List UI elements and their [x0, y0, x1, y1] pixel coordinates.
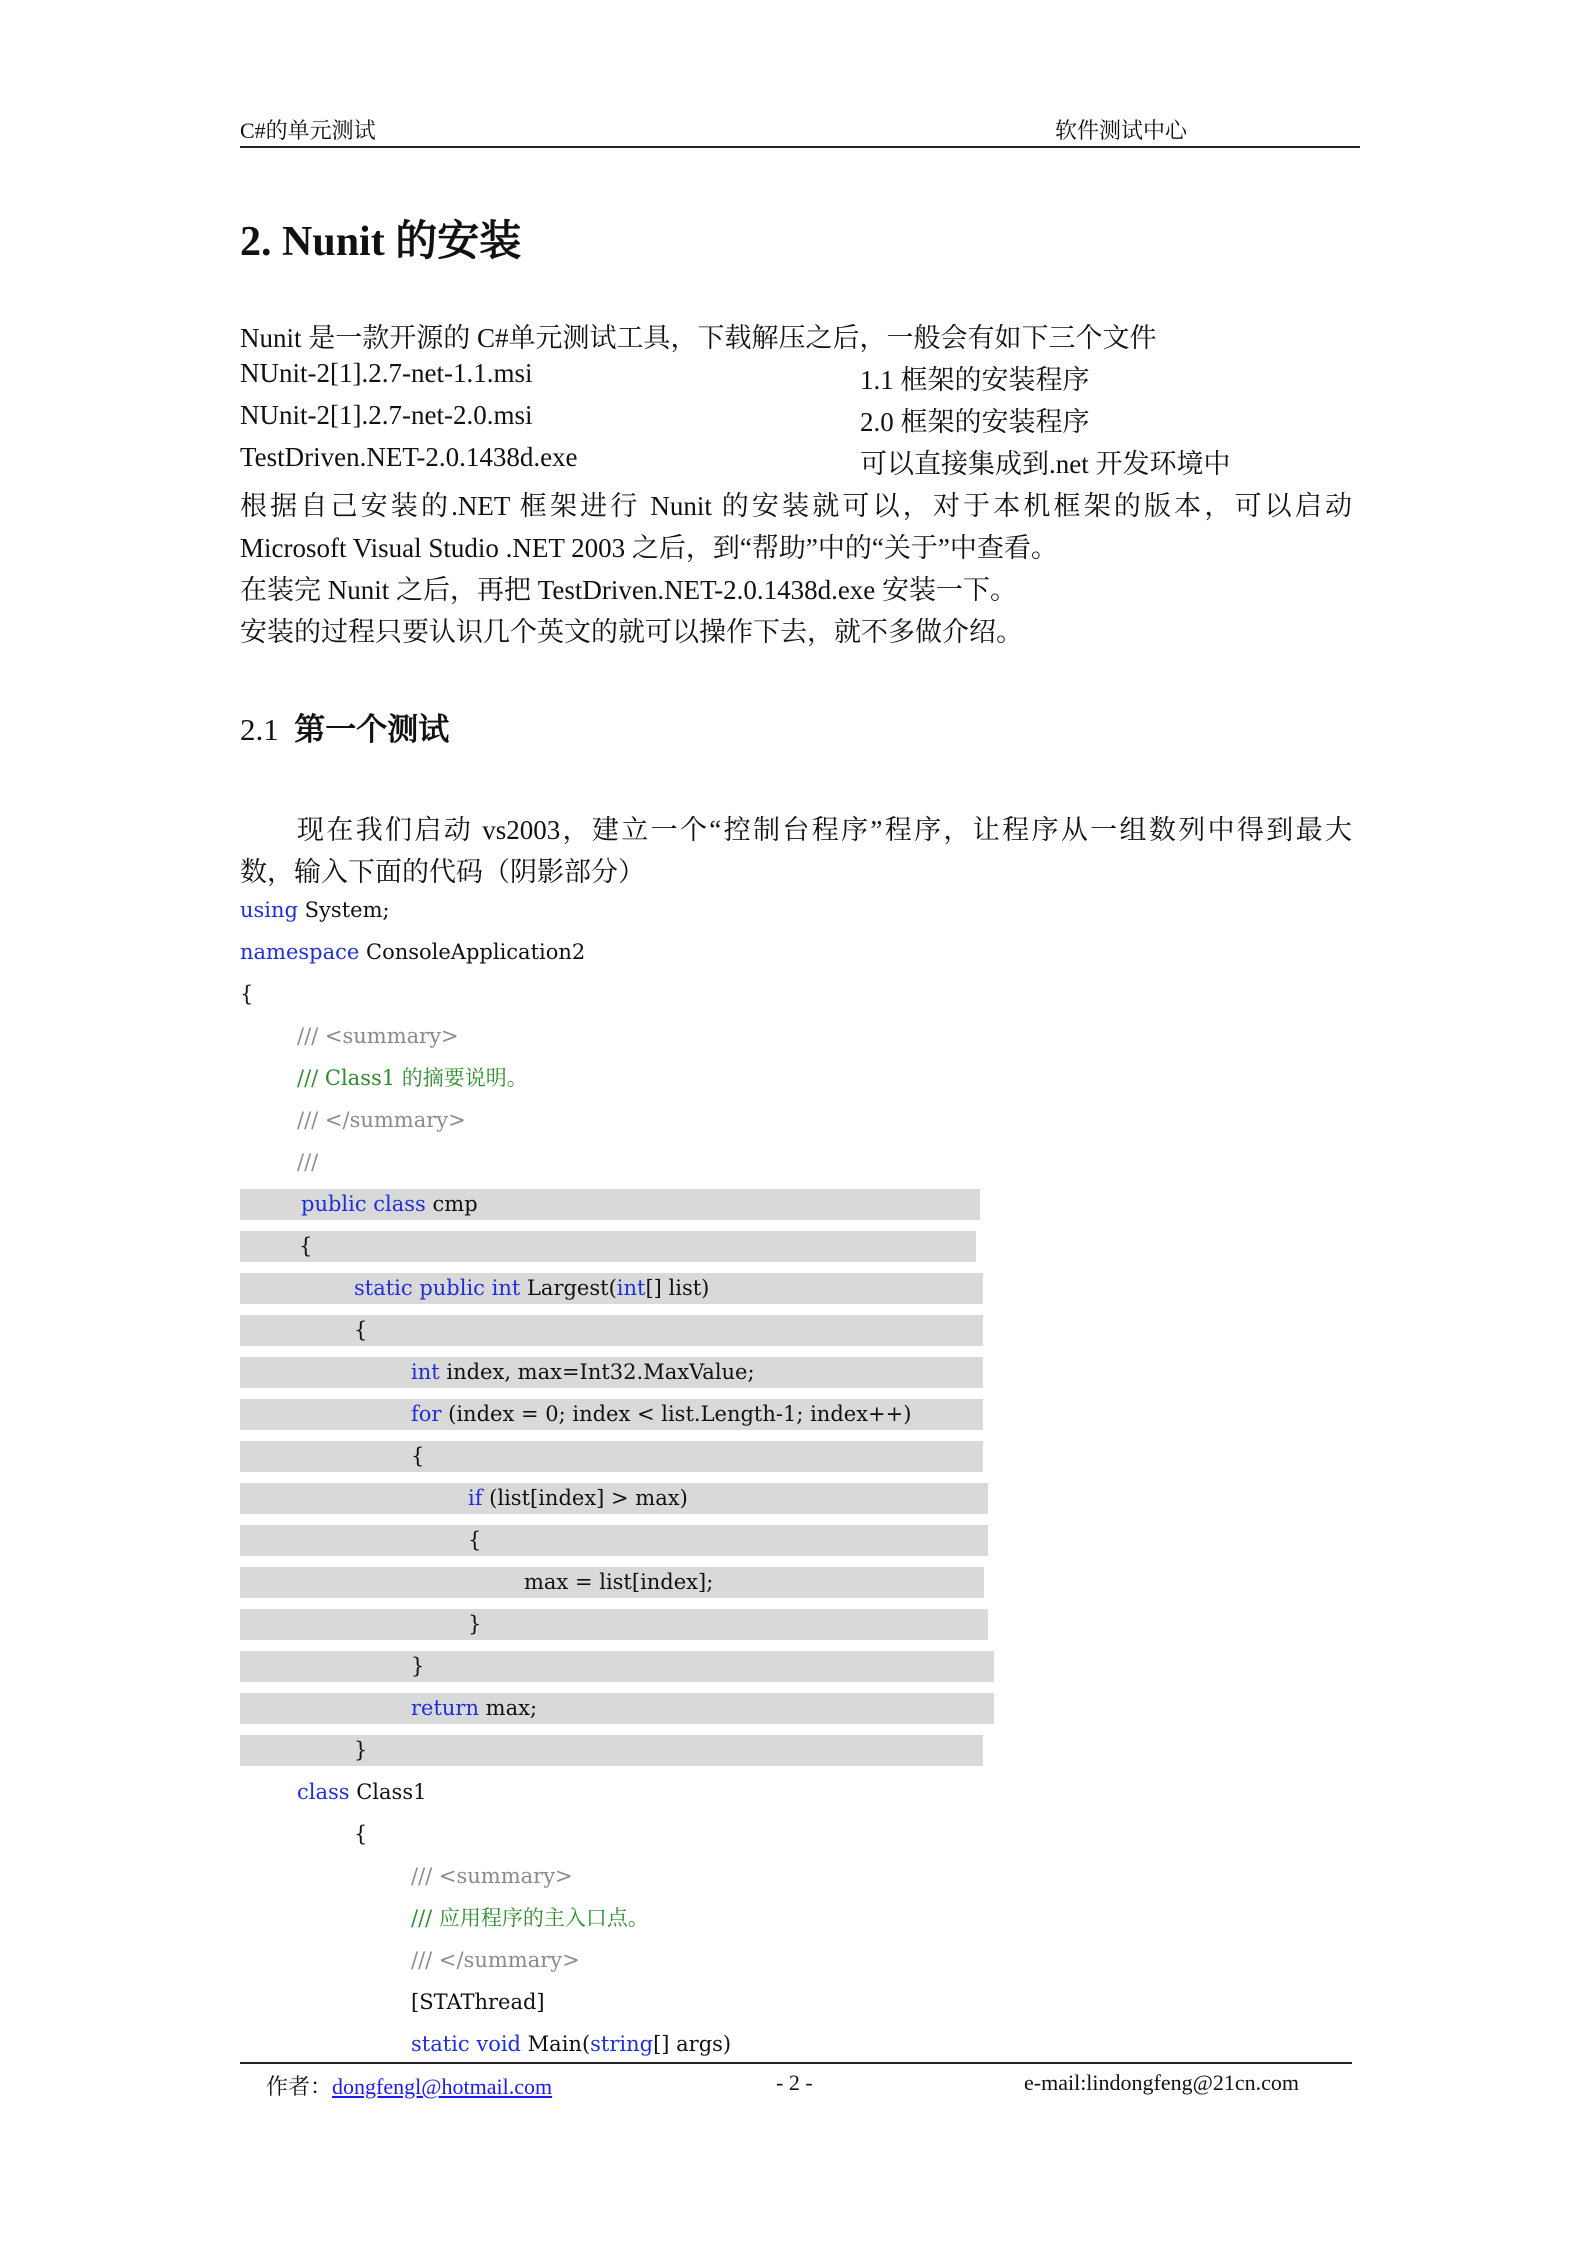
section-text-line: 现在我们启动 vs2003，建立一个“控制台程序”程序，让程序从一组数列中得到最大	[297, 815, 1352, 845]
file-name-2: NUnit-2[1].2.7-net-2.0.msi	[240, 400, 533, 430]
file-desc-2: 2.0 框架的安装程序	[860, 407, 1090, 437]
code-line: for (index = 0; index < list.Length-1; index++)	[240, 1399, 983, 1430]
code-line: [STAThread]	[411, 1990, 545, 2014]
paragraph-line: 安装的过程只要认识几个英文的就可以操作下去，就不多做介绍。	[240, 617, 1023, 647]
section-text-line: 数，输入下面的代码（阴影部分）	[240, 857, 645, 887]
author-email-link[interactable]: dongfengl@hotmail.com	[332, 2074, 553, 2099]
section-number: 2.1	[240, 712, 279, 747]
code-line: {	[354, 1822, 368, 1846]
page-footer	[240, 2062, 1352, 2098]
file-desc-3: 可以直接集成到.net 开发环境中	[860, 449, 1231, 479]
code-line: ///	[297, 1150, 319, 1174]
code-line: max = list[index];	[240, 1567, 984, 1598]
paragraph-line: 根据自己安装的.NET 框架进行 Nunit 的安装就可以，对于本机框架的版本，可以启动	[240, 491, 1352, 521]
code-line: {	[240, 1441, 983, 1472]
code-line: return max;	[240, 1693, 994, 1724]
code-line: /// </summary>	[297, 1108, 466, 1132]
code-line: static public int Largest(int[] list)	[240, 1273, 983, 1304]
code-line: /// <summary>	[411, 1864, 573, 1888]
code-line: /// </summary>	[411, 1948, 580, 1972]
code-line: }	[240, 1609, 988, 1640]
paragraph-line: 在装完 Nunit 之后，再把 TestDriven.NET-2.0.1438d.exe 安装一下。	[240, 575, 1018, 605]
code-line: {	[240, 982, 254, 1006]
code-line: using System;	[240, 898, 390, 922]
page-number: - 2 -	[776, 2070, 813, 2095]
code-line: /// Class1 的摘要说明。	[297, 1066, 528, 1090]
code-line: {	[240, 1525, 988, 1556]
code-line: static void Main(string[] args)	[411, 2032, 732, 2056]
code-line: }	[240, 1651, 994, 1682]
file-desc-1: 1.1 框架的安装程序	[860, 365, 1090, 395]
code-line: /// 应用程序的主入口点。	[411, 1906, 649, 1930]
code-line: public class cmp	[240, 1189, 980, 1220]
code-line: if (list[index] > max)	[240, 1483, 988, 1514]
code-line: int index, max=Int32.MaxValue;	[240, 1357, 983, 1388]
code-line: namespace ConsoleApplication2	[240, 940, 586, 964]
file-name-1: NUnit-2[1].2.7-net-1.1.msi	[240, 358, 533, 388]
code-line: }	[240, 1735, 983, 1766]
paragraph-line: Microsoft Visual Studio .NET 2003 之后，到“帮助”中的“关于”中查看。	[240, 533, 1058, 563]
code-line: /// <summary>	[297, 1024, 459, 1048]
code-line: {	[240, 1315, 983, 1346]
file-name-3: TestDriven.NET-2.0.1438d.exe	[240, 442, 578, 472]
footer-author	[266, 2070, 552, 2101]
header-right: 软件测试中心	[1055, 118, 1188, 143]
section-heading	[240, 704, 449, 749]
section-title: 第一个测试	[294, 712, 450, 747]
page-header	[240, 112, 1360, 148]
code-line: {	[240, 1231, 976, 1262]
header-left: C#的单元测试	[240, 118, 376, 143]
intro-text: Nunit 是一款开源的 C#单元测试工具，下载解压之后，一般会有如下三个文件	[240, 323, 1157, 353]
code-line: class Class1	[297, 1780, 427, 1804]
author-label: 作者：	[266, 2074, 333, 2099]
footer-email: e-mail:lindongfeng@21cn.com	[1024, 2070, 1300, 2095]
page-title: 2. Nunit 的安装	[240, 219, 522, 265]
